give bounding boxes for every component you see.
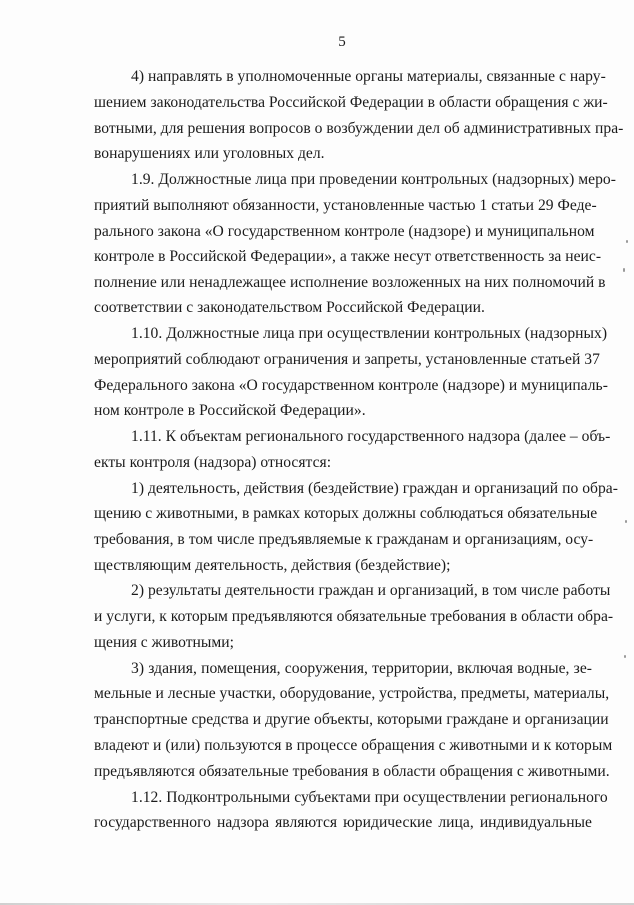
text-line: ном контроле в Российской Федерации». xyxy=(94,402,366,419)
text-line: контроле в Российской Федерации», а также несут ответственность за неис- xyxy=(94,248,602,265)
scan-speck xyxy=(623,268,625,272)
text-line: рального закона «О государственном контроле (надзоре) и муниципальном xyxy=(94,223,595,240)
text-line: государственного надзора являются юридические лица, индивидуальные xyxy=(94,814,592,831)
text-line: 1) деятельность, действия (бездействие) граждан и организаций по обра- xyxy=(131,480,618,497)
text-line: вонарушениях или уголовных дел. xyxy=(94,145,325,162)
text-line: 3) здания, помещения, сооружения, территории, включая водные, зе- xyxy=(131,660,592,677)
text-line: полнение или ненадлежащее исполнение возложенных на них полномочий в xyxy=(94,274,606,291)
text-line: требования, в том числе предъявляемые к гражданам и организациям, осу- xyxy=(94,531,594,548)
text-line: 1.11. К объектам регионального государственного надзора (далее – объ- xyxy=(131,428,611,445)
page-number: 5 xyxy=(338,34,346,50)
scan-speck xyxy=(624,655,626,658)
text-line: Федерального закона «О государственном контроле (надзоре) и муниципаль- xyxy=(94,377,608,394)
text-line: мельные и лесные участки, оборудование, устройства, предметы, материалы, xyxy=(94,685,610,702)
text-line: предъявляются обязательные требования в области обращения с животными. xyxy=(94,763,610,780)
text-line: вотными, для решения вопросов о возбуждении дел об административных пра- xyxy=(94,120,624,137)
text-line: ществляющим деятельность, действия (бездействие); xyxy=(94,557,451,574)
text-line: 2) результаты деятельности граждан и организаций, в том числе работы xyxy=(131,582,611,599)
text-line: мероприятий соблюдают ограничения и запреты, установленные статьей 37 xyxy=(94,351,600,368)
text-line: и услуги, к которым предъявляются обязательные требования в области обра- xyxy=(94,608,614,625)
scan-speck xyxy=(625,520,627,523)
text-line: 1.12. Подконтрольными субъектами при осуществлении регионального xyxy=(131,789,608,806)
text-line: 1.9. Должностные лица при проведении контрольных (надзорных) меро- xyxy=(131,171,616,188)
text-line: 4) направлять в уполномоченные органы материалы, связанные с нару- xyxy=(131,68,606,85)
text-line: соответствии с законодательством Российской Федерации. xyxy=(94,299,485,316)
text-line: екты контроля (надзора) относятся: xyxy=(94,454,332,471)
text-line: транспортные средства и другие объекты, которыми граждане и организации xyxy=(94,711,609,728)
scan-speck xyxy=(626,240,628,243)
text-line: 1.10. Должностные лица при осуществлении контрольных (надзорных) xyxy=(131,325,608,342)
text-line: шением законодательства Российской Федерации в области обращения с жи- xyxy=(94,94,608,111)
text-line: приятий выполняют обязанности, установленные частью 1 статьи 29 Феде- xyxy=(94,197,597,214)
text-line: щения с животными; xyxy=(94,634,235,651)
text-line: щению с животными, в рамках которых должны соблюдаться обязательные xyxy=(94,505,598,522)
text-line: владеют и (или) пользуются в процессе обращения с животными и к которым xyxy=(94,737,613,754)
